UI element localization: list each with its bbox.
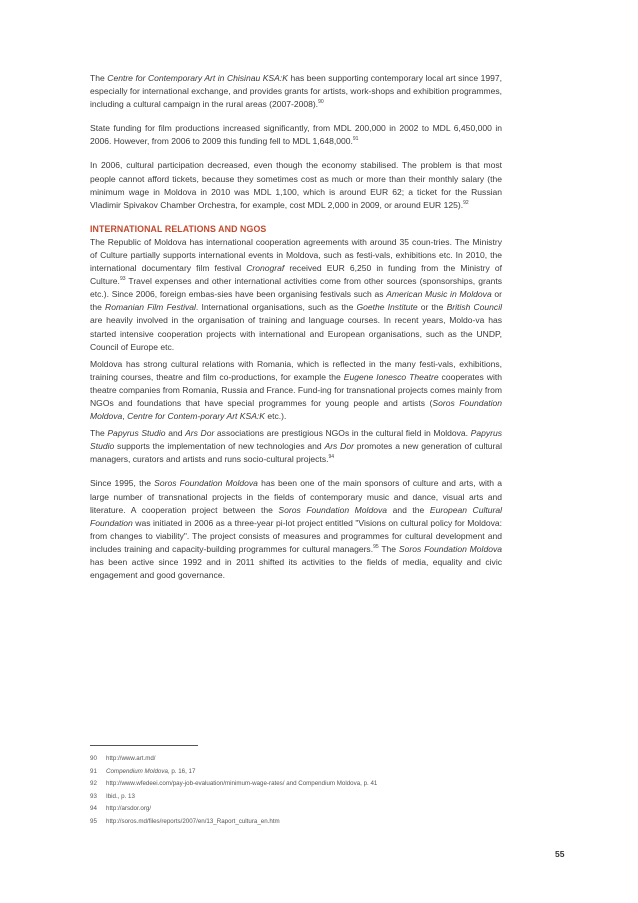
footnote: [90, 791, 510, 804]
text-run: or the: [417, 302, 447, 313]
italic-text: Ars Dor: [324, 441, 354, 452]
footnote-ref: 91: [352, 136, 359, 143]
italic-text: American Music in Moldova: [386, 289, 492, 300]
paragraph: [90, 72, 502, 111]
text-run: received EUR 6,250 in funding from the Ministry of Culture.: [90, 263, 502, 287]
footnote: [90, 753, 510, 766]
text-run: and: [165, 428, 186, 439]
italic-text: Soros Foundation Moldova: [398, 543, 502, 554]
italic-text: Soros Foundation Moldova: [278, 504, 387, 515]
section-paragraphs: [90, 236, 502, 582]
footnote-text: [106, 778, 377, 791]
text-run: has been active since 1992 and in 2011 shifted its activities to the fields of media, equality and civic engagement and good governance.: [90, 557, 502, 581]
text-run: State funding for film productions increased significantly, from MDL 200,000 in 2002 to MDL 6,450,000 in 2006. However, from 2006 to 2009 this funding fell to MDL 1,648,000.: [90, 123, 502, 147]
footnote-ref: 92: [463, 199, 469, 206]
section-heading: INTERNATIONAL RELATIONS AND NGOS: [90, 223, 267, 234]
footnote-ref: 93: [119, 276, 126, 283]
text-run: ,: [122, 411, 128, 422]
text-run: Since 1995, the: [90, 478, 155, 489]
footnote-text: [106, 816, 280, 829]
text-run: . International organisations, such as the: [195, 302, 357, 313]
text-run: The: [378, 543, 399, 554]
footnote: [90, 778, 510, 791]
footnote-number: 90: [90, 755, 97, 762]
italic-text: European Cultural Foundation: [90, 504, 502, 528]
paragraph: [90, 477, 502, 582]
text-run: and the: [386, 504, 430, 515]
text-run: or the: [90, 289, 503, 313]
italic-text: Centre for Contem-porary Art KSA:K: [127, 411, 265, 422]
text-run: In 2006, cultural participation decreased, even though the economy stabilised. The problem is that most people cannot afford tickets, because they sometimes cost as much or more than their monthly salary (the minimum wage in Moldova in 2010 was MDL 1,100, which is around EUR 62; a ticket for the Russian Vladimir Spivakov Chamber Orchestra, for example, cost MDL 2,000 in 2009, or around EUR 125).: [90, 160, 502, 210]
footnote-text: [106, 753, 156, 766]
footnote-rule: [90, 745, 198, 746]
page-number: 55: [555, 849, 565, 859]
footnote-number: 94: [90, 805, 97, 813]
paragraph: [90, 358, 502, 423]
footnote-number: 91: [90, 767, 97, 775]
italic-text: Cronograf: [246, 263, 285, 274]
paragraph: [90, 427, 502, 466]
text-run: http://soros.md/files/reports/2007/en/13_Raport_cultura_en.htm: [106, 817, 280, 825]
text-run: http://arsdor.org/: [106, 805, 152, 813]
footnote: [90, 803, 510, 816]
footnote-number: 95: [90, 817, 97, 825]
paragraph: [90, 159, 502, 211]
text-run: The: [90, 428, 108, 439]
italic-text: British Council: [446, 302, 503, 313]
page-body: [90, 72, 502, 582]
intro-paragraphs: [90, 72, 502, 212]
footnotes: [90, 753, 510, 829]
text-run: has been supporting contemporary local art since 1997, especially for international exchange, and provides grants for artists, work-shops and exhibition programmes, including a cultural campaign in the rural areas (2007-2008).: [90, 73, 503, 110]
text-run: The Republic of Moldova has international cooperation agreements with around 35 coun-tries. The Ministry of Culture partially supports international events in Moldova, such as festi-vals, exhibitions etc. In 2010, the international documentary film festival: [90, 236, 502, 274]
text-run: promotes a new generation of cultural managers, curators and artists and runs socio-cultural projects.: [90, 441, 502, 465]
footnote: [90, 816, 510, 829]
footnote-ref: 90: [318, 99, 324, 106]
text-run: are heavily involved in the organisation of training and language courses. In recent years, Moldo-va has started intensive cooperation projects with international and European organisations, such as the UNDP, Council of Europe etc.: [90, 315, 502, 352]
italic-text: Centre for Contemporary Art in Chisinau KSA:K: [107, 73, 288, 83]
text-run: Moldova has strong cultural relations with Romania, which is reflected in the many festi-vals, exhibitions, training courses, theatre and film co-productions, for example the: [90, 358, 502, 382]
footnote: [90, 766, 510, 779]
italic-text: Papyrus Studio: [90, 428, 503, 452]
text-run: http://www.wfedeei.com/pay-job-evaluation/minimum-wage-rates/ and Compendium Moldova, p. 41: [106, 780, 378, 788]
italic-text: Goethe Institute: [356, 302, 418, 313]
italic-text: Ars Dor: [185, 428, 215, 439]
text-run: Ibid., p. 13: [106, 792, 135, 800]
text-run: associations are prestigious NGOs in the cultural field in Moldova.: [214, 428, 471, 439]
footnote-ref: 94: [328, 454, 335, 461]
paragraph: [90, 236, 502, 354]
italic-text: Soros Foundation Moldova: [154, 478, 258, 489]
italic-text: Soros Foundation Moldova: [90, 397, 502, 422]
italic-text: Papyrus Studio: [107, 428, 166, 439]
text-run: has been one of the main sponsors of culture and arts, with a large number of transnational projects in the fields of contemporary music and dance, visual arts and literature. A cooperation project between the: [90, 478, 502, 515]
text-run: The: [90, 73, 108, 83]
text-run: http://www.art.md/: [106, 755, 156, 762]
italic-text: Eugene Ionesco Theatre: [343, 371, 439, 382]
footnote-text: [106, 766, 195, 779]
italic-text: Compendium Moldova: [106, 767, 168, 775]
text-run: Travel expenses and other international activities come from other sources (sponsorships, grants etc.). Since 2006, foreign embas-sies have been organising festivals such as: [90, 276, 502, 300]
text-run: was initiated in 2006 as a three-year pi-lot project entitled "Visions on cultural policy for Moldova: from changes to viability". The project consists of measures and programmes for cultural development and includes training and capacity-building programmes for cultural managers.: [90, 517, 502, 554]
text-run: , p. 16, 17: [167, 767, 196, 775]
text-run: supports the implementation of new technologies and: [114, 441, 325, 452]
text-run: cooperates with theatre companies from Romania, Russia and France. Fund-ing for transnational projects comes mainly from NGOs and foundations that have special programmes for young people and artists (: [90, 371, 502, 408]
footnote-text: [106, 791, 135, 804]
footnote-ref: 95: [373, 544, 379, 551]
text-run: etc.).: [264, 411, 287, 422]
paragraph: [90, 122, 502, 148]
footnote-number: 93: [90, 792, 97, 800]
footnote-text: [106, 803, 151, 816]
italic-text: Romanian Film Festival: [105, 302, 196, 313]
footnote-number: 92: [90, 780, 97, 788]
